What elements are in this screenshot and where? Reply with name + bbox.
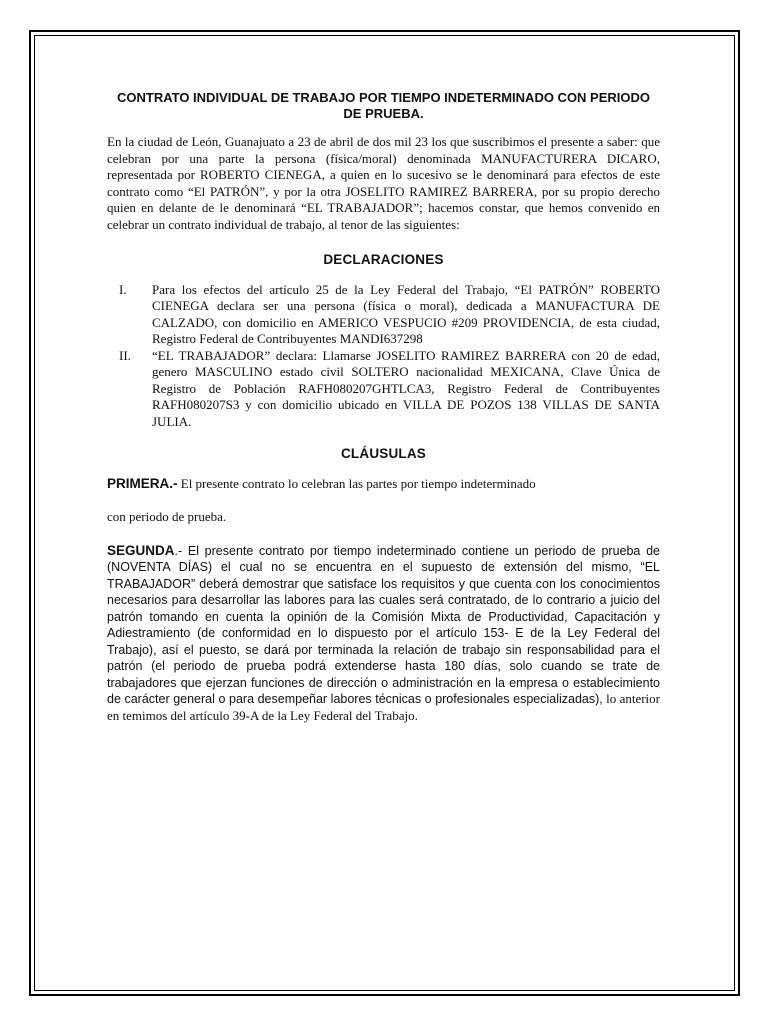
clausula-primera-label: PRIMERA.- xyxy=(107,475,178,491)
clausula-primera-text: El presente contrato lo celebran las partes por tiempo indeterminado xyxy=(177,475,536,491)
clausula-primera-continuation: con periodo de prueba. xyxy=(107,509,227,524)
clausula-primera xyxy=(107,476,660,493)
declaracion-text: “EL TRABAJADOR” declara: Llamarse JOSELITO RAMIREZ BARRERA con 20 de edad, genero MASCULINO estado civil SOLTERO nacionalidad MEXICANA, Clave Única de Registro de Población RAFH080207GHTLCA3, Registro Federal de Contribuyentes RAFH080207S3 y con domicilio ubicado en VILLA DE POZOS 138 VILLAS DE SANTA JULIA. xyxy=(152,347,660,429)
declaraciones-heading: DECLARACIONES xyxy=(323,252,444,267)
clausula-segunda xyxy=(107,543,660,725)
intro-paragraph: En la ciudad de León, Guanajuato a 23 de abril de dos mil 23 los que suscribimos el presente a saber: que celebran por una parte la persona (física/moral) denominada MANUFACTURERA DICARO, representada por ROBERTO CIENEGA, a quien en lo sucesivo se le denominará para efectos de este contrato como “El PATRÓN”, y por la otra JOSELITO RAMIREZ BARRERA, por su propio derecho quien en delante de le denominará “EL TRABAJADOR”; hacemos constar, que hemos convenido en celebrar un contrato individual de trabajo, al tenor de las siguientes: xyxy=(107,134,660,232)
document-body xyxy=(107,90,660,724)
clausulas-heading: CLÁUSULAS xyxy=(340,446,427,461)
declaracion-text: Para los efectos del artículo 25 de la Ley Federal del Trabajo, “El PATRÓN” ROBERTO CIENEGA declara ser una persona (física o moral), dedicada a MANUFACTURA DE CALZADO, con domicilio en AMERICO VESPUCIO #209 PROVIDENCIA, de esta ciudad, Registro Federal de Contribuyentes MANDI637298 xyxy=(152,281,660,346)
document-title: CONTRATO INDIVIDUAL DE TRABAJO POR TIEMPO INDETERMINADO CON PERIODO DE PRUEBA. xyxy=(116,90,651,121)
declaracion-number: I. xyxy=(119,281,127,297)
clausula-segunda-text-end: lo anterior en temimos del artículo 39-A de la Ley Federal del Trabajo. xyxy=(107,691,660,723)
clausula-segunda-label: SEGUNDA xyxy=(107,542,175,558)
declaracion-number: II. xyxy=(119,347,131,363)
declaracion-item xyxy=(107,282,660,348)
declaracion-item xyxy=(107,348,660,431)
clausula-segunda-text: .- El presente contrato por tiempo indeterminado contiene un periodo de prueba de (NOVENTA DÍAS) el cual no se encuentra en el supuesto de extensión del mismo, “EL TRABAJADOR” deberá demostrar que satisface los requisitos y que cuenta con los conocimientos necesarios para desarrollar las labores para las cuales será contratado, de lo contrario a juicio del patrón tomando en cuenta la opinión de la Comisión Mixta de Productividad, Capacitación y Adiestramiento (de conformidad en lo dispuesto por el artículo 153- E de la Ley Federal del Trabajo), así el puesto, se dará por terminada la relación de trabajo sin responsabilidad para el patrón (el periodo de prueba podrá extenderse hasta 180 días, solo cuando se trate de trabajadores que ejerzan funciones de dirección o administración en la empresa o establecimiento de carácter general o para desempeñar labores técnicas o profesionales especializadas), xyxy=(107,543,660,706)
declaraciones-list xyxy=(107,282,660,431)
